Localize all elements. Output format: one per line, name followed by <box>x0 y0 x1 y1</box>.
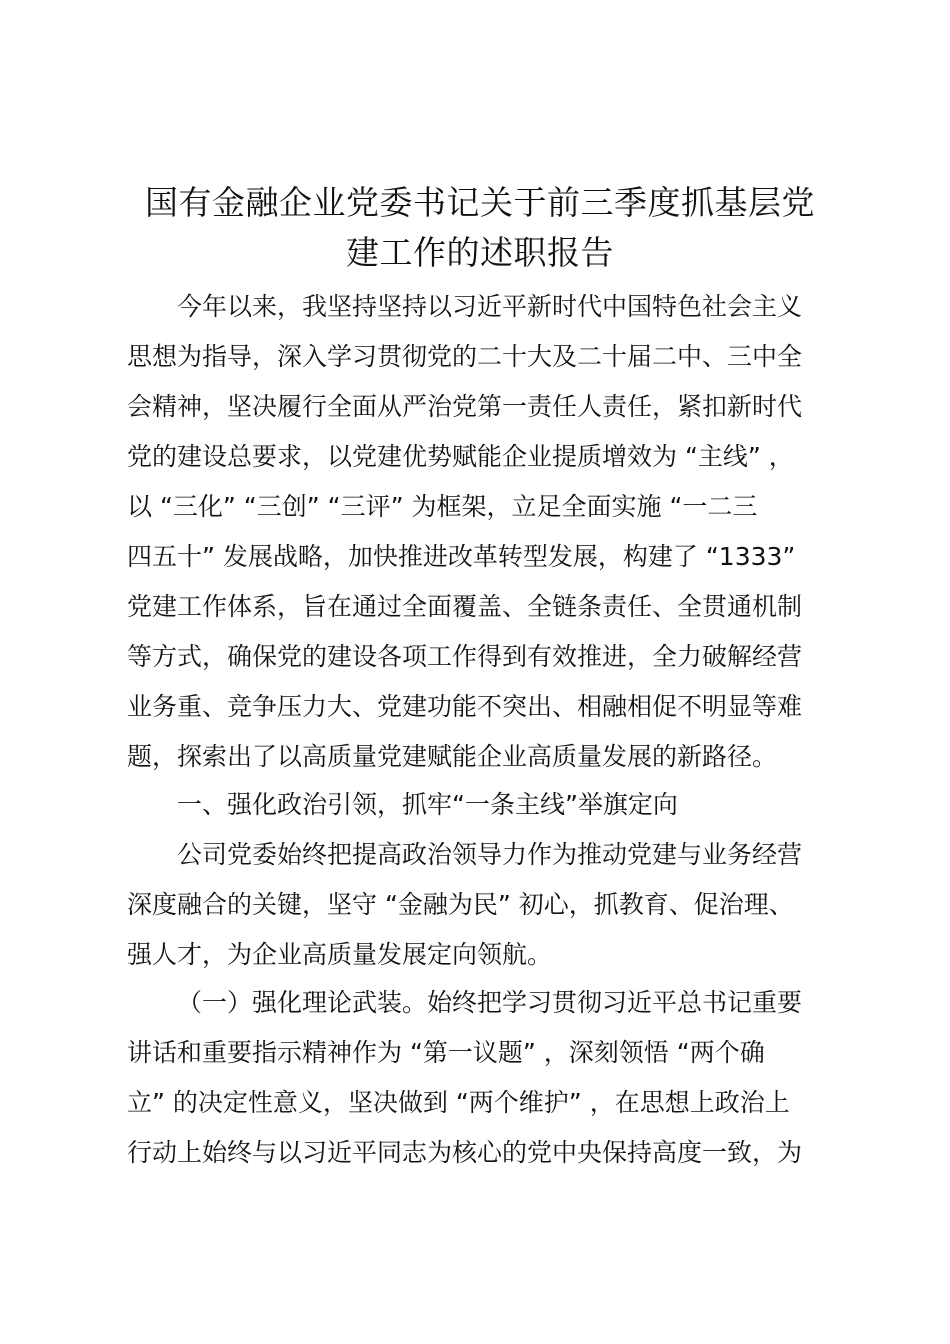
document-title <box>110 178 850 278</box>
paragraph-line: 思想为指导，深入学习贯彻党的二十大及二十届二中、三中全 <box>127 342 803 371</box>
section-heading <box>127 780 837 830</box>
paragraph-line: 以 “三化” “三创” “三评” 为框架，立足全面实施 “一二三 <box>127 492 758 521</box>
title-line: 国有金融企业党委书记关于前三季度抓基层党 <box>145 183 815 222</box>
paragraph-line: 公司党委始终把提高政治领导力作为推动党建与业务经营 <box>177 840 803 869</box>
subsection-paragraph <box>127 978 837 1178</box>
paragraph-line: 四五十” 发展战略，加快推进改革转型发展，构建了 “1333” <box>127 542 796 571</box>
paragraph-line: 行动上始终与以习近平同志为核心的党中央保持高度一致，为 <box>127 1138 803 1167</box>
paragraph-line: 讲话和重要指示精神作为 “第一议题” ，深刻领悟 “两个确 <box>127 1038 765 1067</box>
intro-paragraph <box>127 282 837 782</box>
paragraph-line: 会精神，坚决履行全面从严治党第一责任人责任，紧扣新时代 <box>127 392 803 421</box>
paragraph-line: 深度融合的关键，坚守 “金融为民” 初心，抓教育、促治理、 <box>127 890 794 919</box>
paragraph-line: 业务重、竞争压力大、党建功能不突出、相融相促不明显等难 <box>127 692 803 721</box>
paragraph-line: 党的建设总要求，以党建优势赋能企业提质增效为 “主线” ， <box>127 442 794 471</box>
section-paragraph <box>127 830 837 980</box>
title-line: 建工作的述职报告 <box>346 233 614 272</box>
paragraph-line: （一）强化理论武装。始终把学习贯彻习近平总书记重要 <box>177 988 803 1017</box>
paragraph-line: 党建工作体系，旨在通过全面覆盖、全链条责任、全贯通机制 <box>127 592 803 621</box>
paragraph-line: 题，探索出了以高质量党建赋能企业高质量发展的新路径。 <box>127 742 778 771</box>
paragraph-line: 今年以来，我坚持坚持以习近平新时代中国特色社会主义 <box>177 292 803 321</box>
paragraph-line: 等方式，确保党的建设各项工作得到有效推进，全力破解经营 <box>127 642 803 671</box>
section-heading-text: 一、强化政治引领，抓牢“一条主线”举旗定向 <box>177 790 678 819</box>
paragraph-line: 强人才，为企业高质量发展定向领航。 <box>127 940 553 969</box>
paragraph-line: 立” 的决定性意义，坚决做到 “两个维护” ，在思想上政治上 <box>127 1088 790 1117</box>
